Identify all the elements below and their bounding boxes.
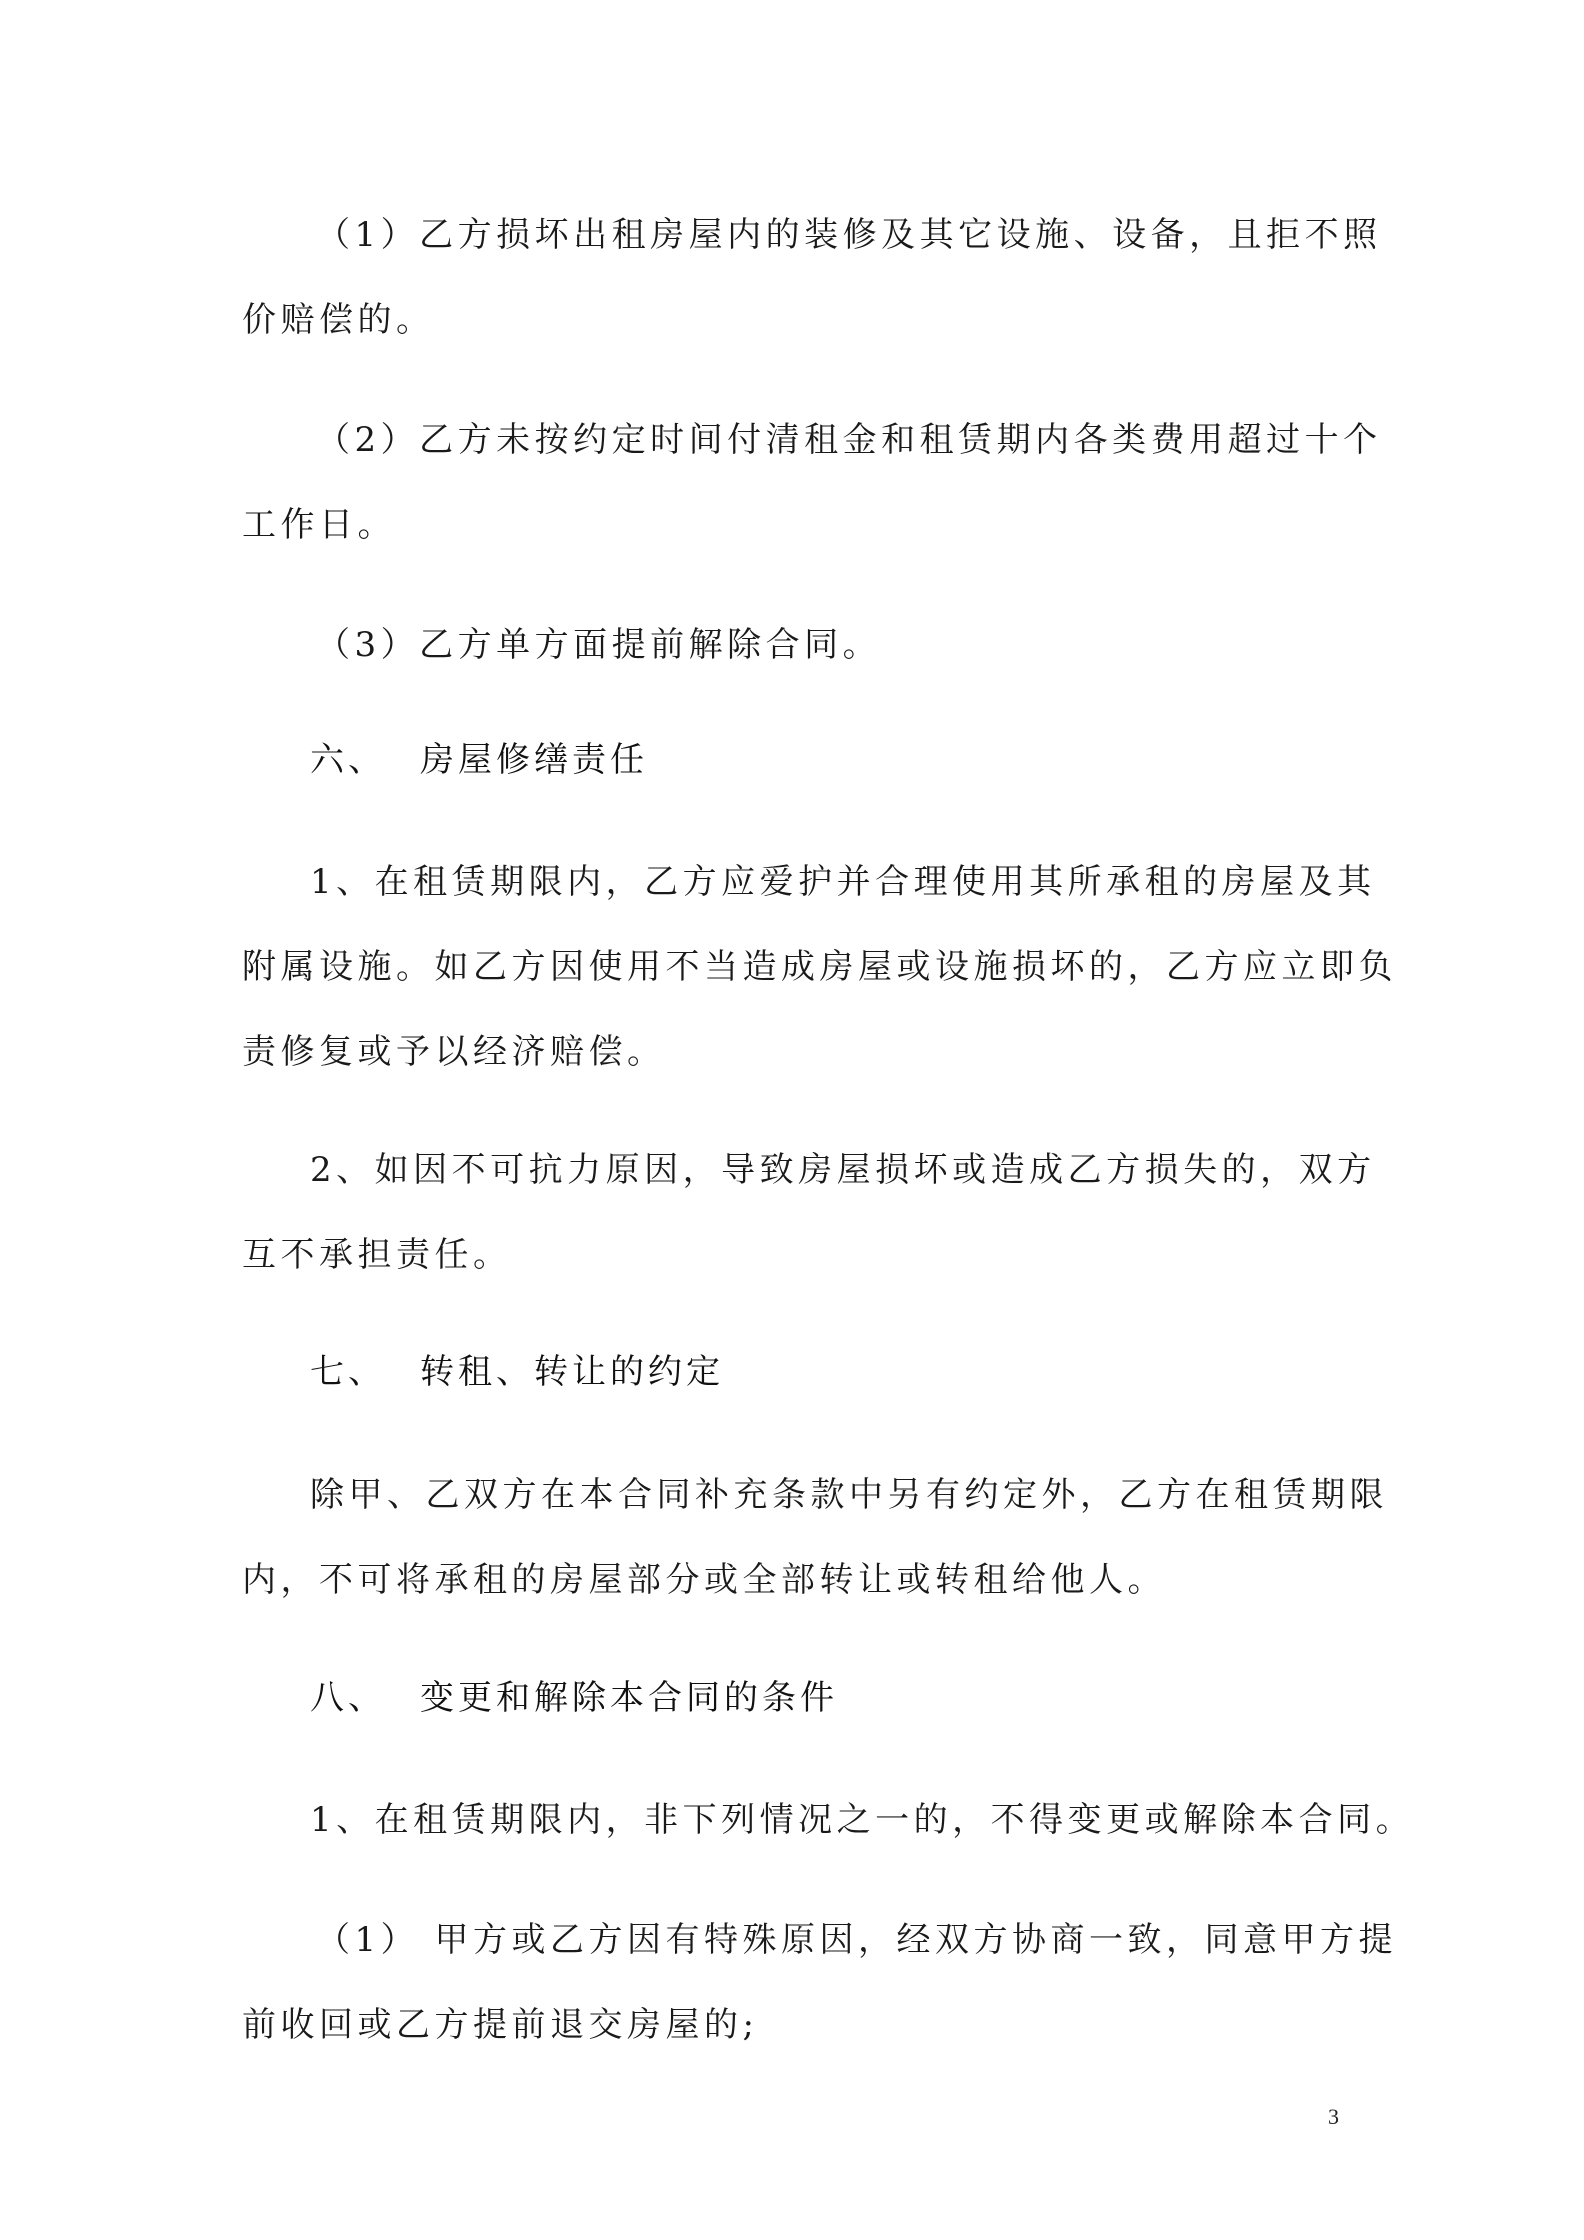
change-1-sub-1-line-1: （1） 甲方或乙方因有特殊原因，经双方协商一致，同意甲方提 xyxy=(316,1920,1397,1960)
clause-2-line-2: 工作日。 xyxy=(242,505,396,545)
repair-1-line-1: 1、在租赁期限内，乙方应爱护并合理使用其所承租的房屋及其 xyxy=(310,862,1376,902)
repair-2-line-2: 互不承担责任。 xyxy=(242,1235,512,1275)
section-heading-6 xyxy=(310,740,648,780)
section-number: 八、 xyxy=(310,1678,386,1718)
section-title: 房屋修缮责任 xyxy=(420,740,648,780)
repair-1-line-2: 附属设施。如乙方因使用不当造成房屋或设施损坏的，乙方应立即负 xyxy=(242,947,1397,987)
clause-1-line-1: （1）乙方损坏出租房屋内的装修及其它设施、设备，且拒不照 xyxy=(316,215,1382,255)
clause-3-line-1: （3）乙方单方面提前解除合同。 xyxy=(316,625,882,665)
section-heading-8 xyxy=(310,1678,838,1718)
section-number: 七、 xyxy=(310,1352,386,1392)
section-title: 转租、转让的约定 xyxy=(420,1352,724,1392)
section-heading-7 xyxy=(310,1352,724,1392)
sublet-line-1: 除甲、乙双方在本合同补充条款中另有约定外，乙方在租赁期限 xyxy=(310,1475,1388,1515)
clause-1-line-2: 价赔偿的。 xyxy=(242,300,435,340)
repair-2-line-1: 2、如因不可抗力原因，导致房屋损坏或造成乙方损失的，双方 xyxy=(310,1150,1376,1190)
section-title: 变更和解除本合同的条件 xyxy=(420,1678,838,1718)
repair-1-line-3: 责修复或予以经济赔偿。 xyxy=(242,1032,666,1072)
change-1-sub-1-line-2: 前收回或乙方提前退交房屋的; xyxy=(242,2005,759,2045)
page-number: 3 xyxy=(1328,2104,1339,2129)
section-number: 六、 xyxy=(310,740,386,780)
change-1-line-1: 1、在租赁期限内，非下列情况之一的，不得变更或解除本合同。 xyxy=(310,1800,1415,1840)
clause-2-line-1: （2）乙方未按约定时间付清租金和租赁期内各类费用超过十个 xyxy=(316,420,1382,460)
sublet-line-2: 内，不可将承租的房屋部分或全部转让或转租给他人。 xyxy=(242,1560,1166,1600)
